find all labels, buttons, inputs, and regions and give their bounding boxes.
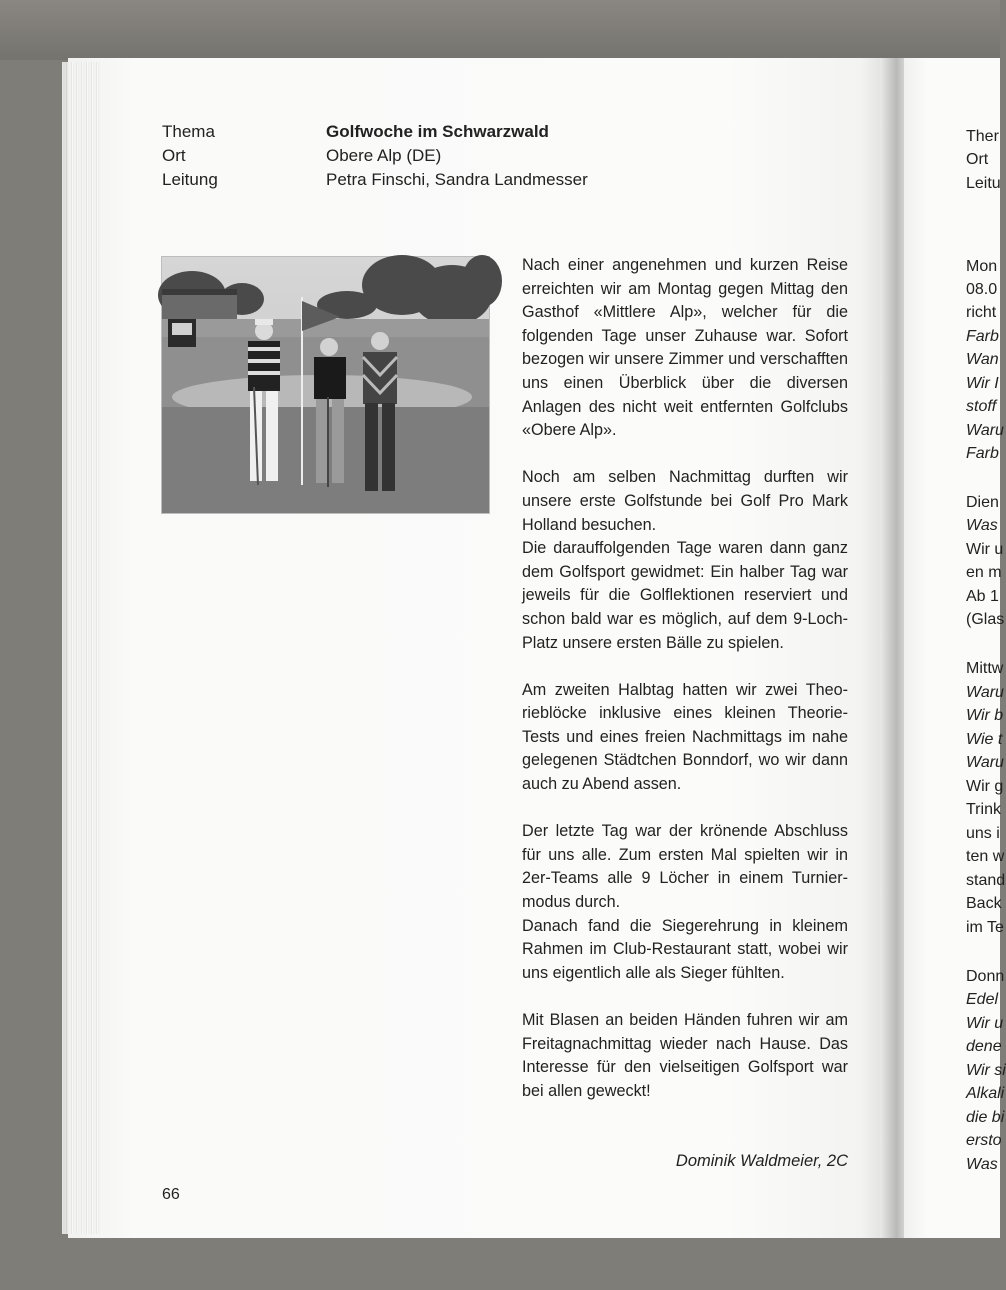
paragraph-award: Danach fand die Siegerehrung in kleinem Rahmen im Club-Restaurant statt, wobei wir uns eigentlich alle als Sieger fühlten. (522, 916, 848, 982)
paragraph-return: Mit Blasen an beiden Händen fuhren wir am Freitagnachmittag wieder nach Hause. Das Interesse für den vielseitigen Golfsport war bei allen geweckt! (522, 1011, 848, 1100)
right-page-line: Waru (966, 422, 1004, 439)
right-page-line: Ab 1 (966, 588, 999, 605)
label-ort: Ort (162, 146, 186, 165)
right-page-line: Was (966, 1156, 998, 1173)
label-thema: Thema (162, 122, 215, 141)
right-page-line: Wan (966, 351, 999, 368)
right-page-line: Waru (966, 684, 1004, 701)
right-page-line: ten w (966, 848, 1005, 865)
paragraph-arrival: Nach einer angenehmen und kurzen Reise erreichten wir am Montag gegen Mittag den Gasthof «Mittlere Alp», welcher für die folgenden Tage unser Zuhause war. Sofort bezogen wir unsere Zimmer und verschafften uns einen Überblick über die diversen Anlagen des nicht weit entfernten Golfclubs «Obere Alp». (522, 256, 848, 440)
right-page-line: Wie t (966, 731, 1003, 748)
page-number: 66 (162, 1186, 180, 1203)
right-page-line: Mon (966, 258, 998, 275)
paragraph-first-lesson: Noch am selben Nachmittag durften wir unsere erste Golfstunde bei Golf Pro Mark Holland besuchen. (522, 468, 848, 534)
author-signature: Dominik Waldmeier, 2C (675, 1152, 848, 1170)
right-page-line: Wir si (966, 1062, 1006, 1079)
scan-background (0, 0, 1000, 60)
right-page-line: Wir I (966, 375, 999, 392)
location-value: Obere Alp (DE) (326, 146, 442, 165)
right-page-line: Wir b (966, 707, 1004, 724)
right-page-line: stand (966, 872, 1006, 889)
right-page-line: Waru (966, 754, 1004, 771)
right-page-line: 08.0 (966, 281, 998, 298)
page-edges (62, 62, 100, 1234)
right-page-line: uns i (966, 825, 1000, 842)
right-page-line: Farb (966, 328, 999, 345)
right-page-line: Ort (966, 151, 989, 168)
right-page-line: im Te (966, 919, 1004, 936)
clubhouse (162, 293, 237, 323)
right-page-line: Farb (966, 445, 999, 462)
right-page-line: (Glas (966, 611, 1005, 628)
right-page-line: dene (966, 1038, 1002, 1055)
right-page (904, 58, 1006, 1238)
right-page-line: ersto (966, 1132, 1002, 1149)
right-page-line: Edel (966, 991, 999, 1008)
right-page-line: Dien (966, 494, 999, 511)
right-page-line: die bi (966, 1109, 1005, 1126)
leaders-value: Petra Finschi, Sandra Landmesser (326, 170, 588, 189)
right-page-line: Wir g (966, 778, 1004, 795)
meta-labels (162, 120, 218, 192)
paragraph-theory: Am zweiten Halbtag hatten wir zwei Theorieblöcke inklusive eines kleinen Theorie-Tests und eines freien Nachmittags im nahe gelegenen Städtchen Bonndorf, wo wir dann auch zu Abend assen. (522, 680, 848, 794)
right-page-line: stoff (966, 398, 997, 415)
paragraph-golf-days: Die darauffolgenden Tage waren dann ganz dem Golfsport gewidmet: Ein halber Tag war jeweils für die Golflektionen reserviert und schon bald war es möglich, auf dem 9-Loch-Platz unsere ersten Bälle zu spielen. (522, 539, 848, 652)
label-leitung: Leitung (162, 170, 218, 189)
article-title: Golfwoche im Schwarzwald (326, 122, 549, 141)
meta-values (326, 120, 588, 192)
right-page-line: richt (966, 304, 997, 321)
right-page-line: Leitu (966, 175, 1001, 192)
right-page-line: Mittw (966, 660, 1004, 677)
right-page-line: en m (966, 564, 1002, 581)
right-page-line: Alkali (966, 1085, 1005, 1102)
right-page-line: Back (966, 895, 1002, 912)
article-body (522, 254, 848, 1103)
right-page-line: Wir u (966, 541, 1004, 558)
paragraph-last-day: Der letzte Tag war der krönende Abschluss für uns alle. Zum ersten Mal spielten wir in 2er-Teams alle 9 Löcher in einem Turniermodus durch. (522, 822, 848, 912)
right-page-line: Trink (966, 801, 1001, 818)
right-page-line: Wir u (966, 1015, 1004, 1032)
golf-group-photo (161, 256, 490, 514)
right-page-line: Ther (966, 128, 999, 145)
right-page-line: Donn (966, 968, 1005, 985)
right-page-line: Was (966, 517, 998, 534)
